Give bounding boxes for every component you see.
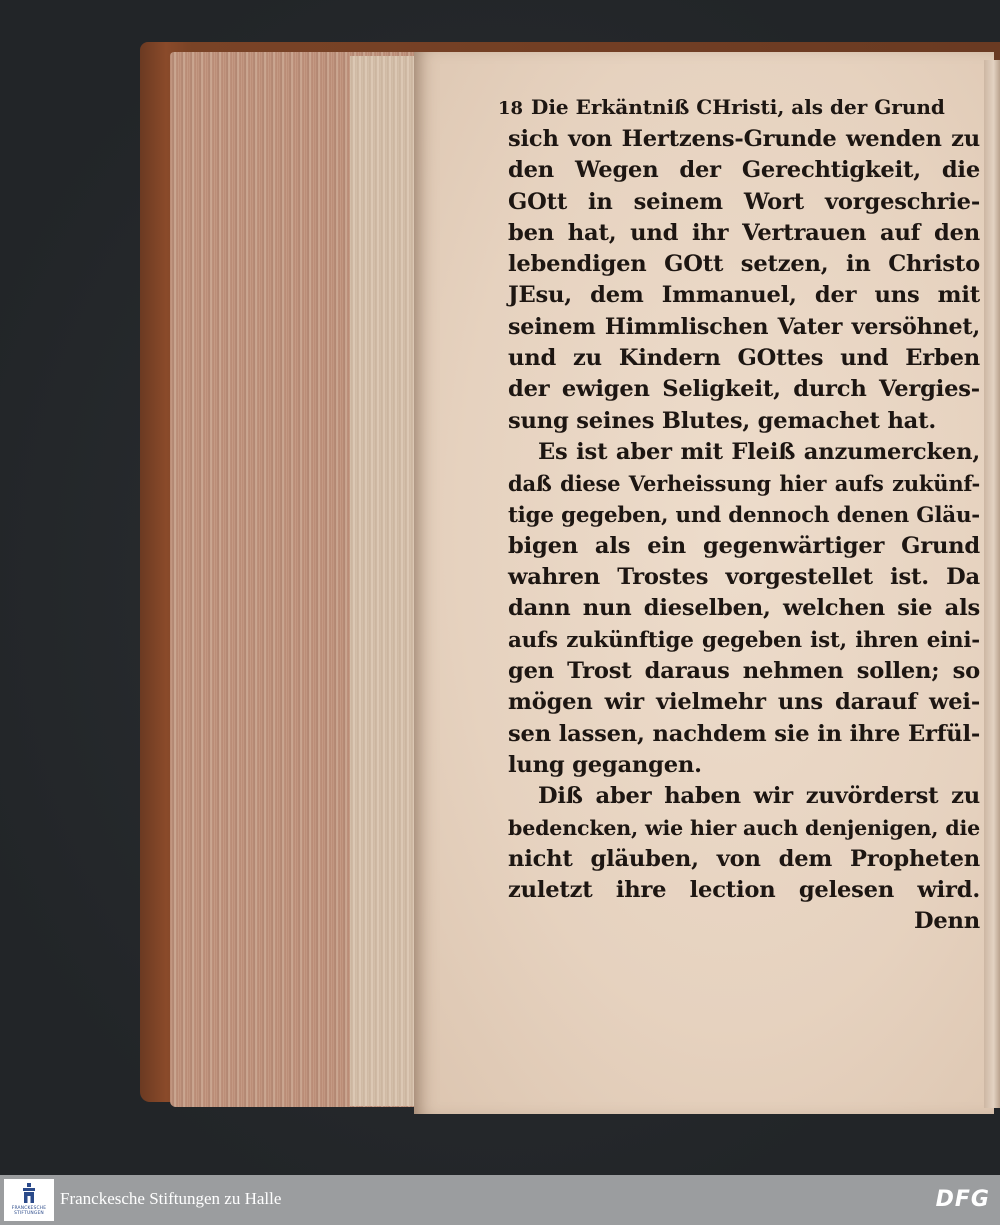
text-line: lebendigen GOtt setzen, in Christo xyxy=(508,251,980,278)
text-line: den Wegen der Gerechtigkeit, die xyxy=(508,157,980,184)
text-line: sung seines Blutes, gemachet hat. xyxy=(508,407,937,434)
catchword: Denn xyxy=(913,908,980,935)
text-line: und zu Kindern GOttes und Erben xyxy=(508,345,980,372)
text-line: bedencken, wie hier auch denjenigen, die xyxy=(508,815,980,840)
text-line: tige gegeben, und dennoch denen Gläu- xyxy=(508,502,980,528)
dfg-logo[interactable]: DFG xyxy=(935,1187,990,1212)
text-line: seinem Himmlischen Vater versöhnet, xyxy=(508,313,980,340)
logo-caption: FRANCKESCHE STIFTUNGEN xyxy=(11,1206,47,1216)
institution-logo[interactable] xyxy=(4,1179,54,1221)
text-line: gen Trost daraus nehmen sollen; so xyxy=(508,658,980,685)
text-line: lung gegangen. xyxy=(508,751,702,778)
page-stack-inner-edges xyxy=(350,56,420,1106)
text-line: wahren Trostes vorgestellet ist. Da xyxy=(508,564,980,591)
text-line: Es ist aber mit Fleiß anzumercken, xyxy=(538,438,980,465)
text-line: dann nun dieselben, welchen sie als xyxy=(508,595,980,622)
page-number: 18 xyxy=(498,98,524,119)
page-text xyxy=(498,94,980,938)
text-line: Diß aber haben wir zuvörderst zu xyxy=(538,783,980,810)
text-line: der ewigen Seligkeit, durch Vergies- xyxy=(508,376,980,403)
text-line: daß diese Verheissung hier aufs zukünf- xyxy=(508,471,980,497)
text-line: GOtt in seinem Wort vorgeschrie- xyxy=(508,188,980,215)
text-line: aufs zukünftige gegeben ist, ihren eini- xyxy=(508,627,980,653)
running-head xyxy=(498,94,980,124)
footer-bar xyxy=(0,1175,1000,1225)
page-right-edge xyxy=(984,60,1000,1108)
running-head-title: Die Erkäntniß CHristi, als der Grund xyxy=(530,95,945,119)
text-line: mögen wir vielmehr uns darauf wei- xyxy=(508,689,980,716)
text-line: zuletzt ihre lection gelesen wird. xyxy=(508,877,980,904)
text-line: nicht gläuben, von dem Propheten xyxy=(508,845,980,872)
building-icon xyxy=(21,1183,37,1203)
text-line: sich von Hertzens-Grunde wenden zu xyxy=(508,126,980,152)
text-line: bigen als ein gegenwärtiger Grund xyxy=(508,532,980,559)
text-line: JEsu, dem Immanuel, der uns mit xyxy=(508,282,980,309)
institution-name[interactable]: Franckesche Stiftungen zu Halle xyxy=(60,1189,282,1208)
text-line: sen lassen, nachdem sie in ihre Erfül- xyxy=(508,720,980,747)
text-line: ben hat, und ihr Vertrauen auf den xyxy=(508,219,980,246)
